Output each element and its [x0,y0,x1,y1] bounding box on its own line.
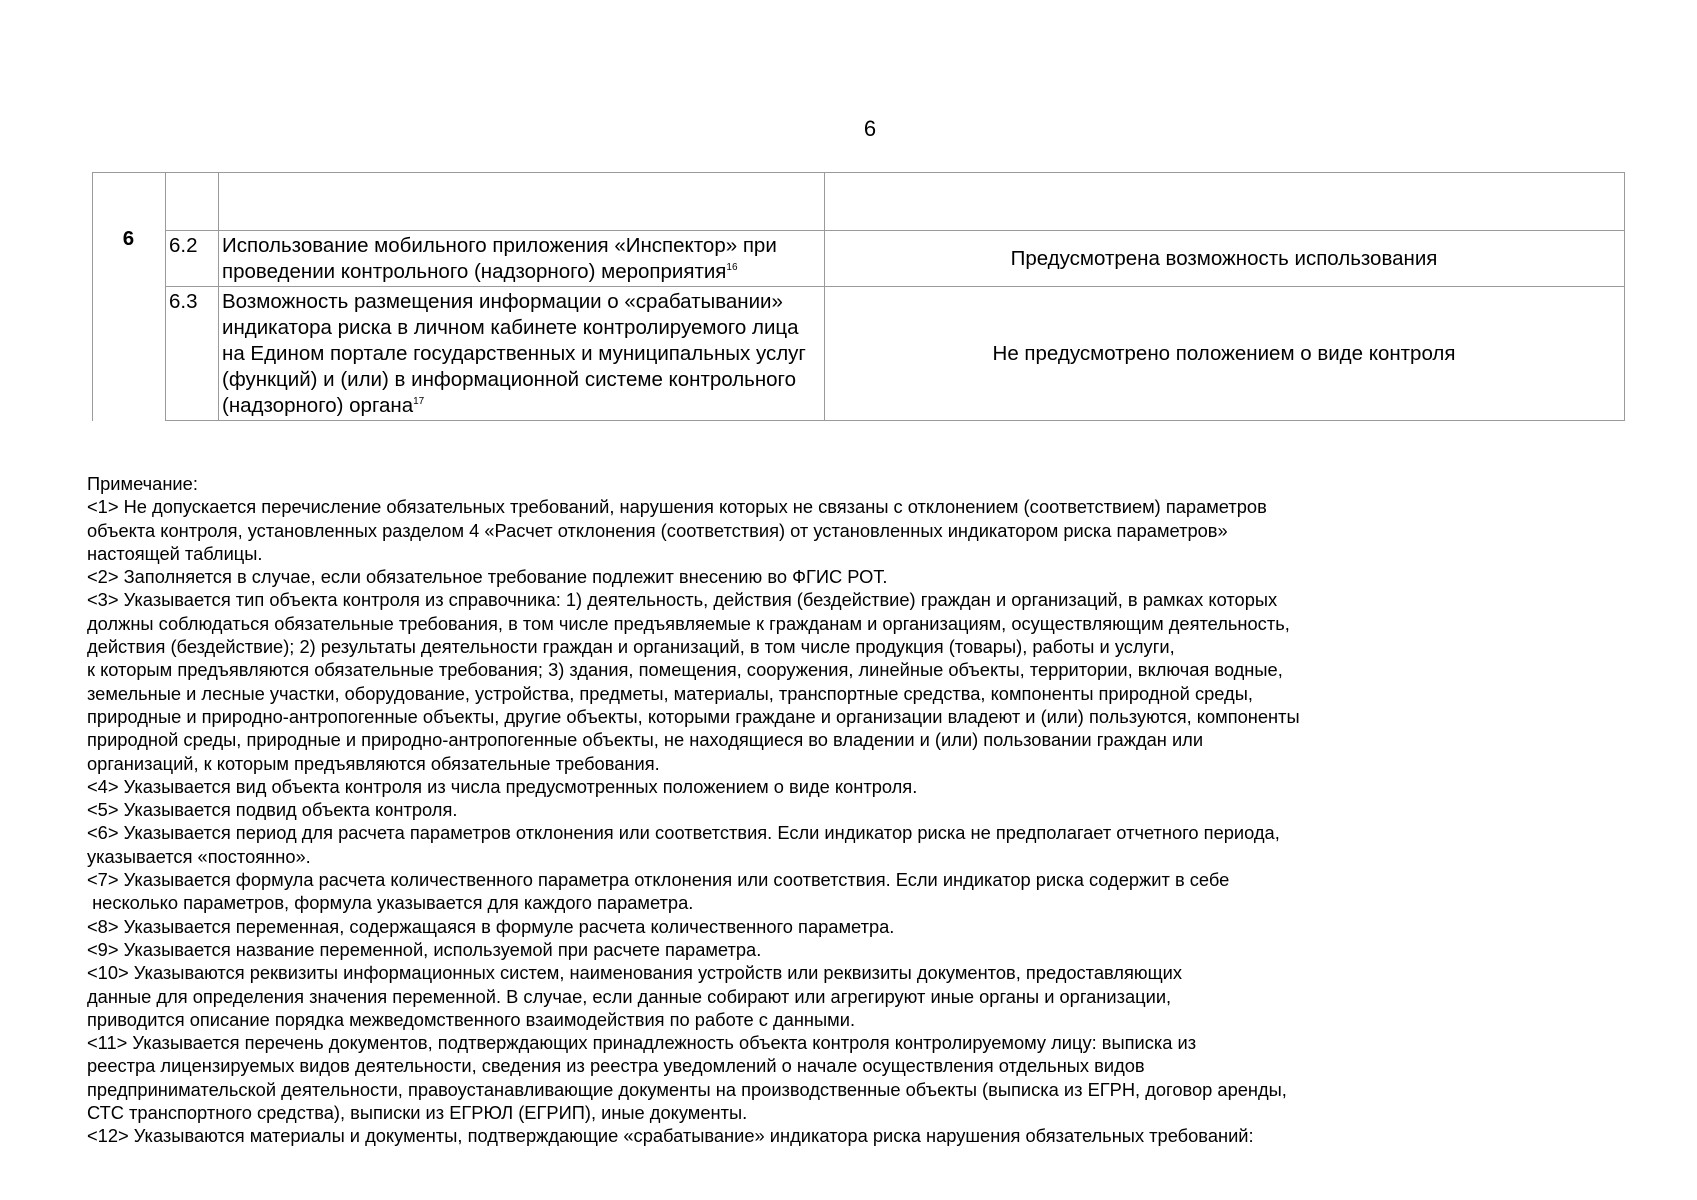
page-number: 6 [863,116,877,141]
note-line: приводится описание порядка межведомственного взаимодействия по работе с данными. [87,1008,856,1030]
note-line: <6> Указывается период для расчета параметров отклонения или соответствия. Если индикатор риска не предполагает отчетного периода, [87,822,1280,844]
notes-heading: Примечание: [87,473,198,494]
note-line: организаций, к которым предъявляются обязательные требования. [87,752,660,774]
table-cell-empty [825,173,1625,231]
row-description [219,287,825,421]
row-value: Не предусмотрено положением о виде контроля [825,287,1625,421]
note-line: <11> Указывается перечень документов, подтверждающих принадлежность объекта контроля контролируемому лицу: выписка из [87,1032,1197,1054]
row-description-text: Использование мобильного приложения «Инспектор» при проведении контрольного (надзорного) мероприятия [222,234,777,283]
table-row [93,231,1625,287]
note-line: <8> Указывается переменная, содержащаяся в формуле расчета количественного параметра. [87,915,895,937]
row-description-text: Возможность размещения информации о «срабатывании» индикатора риска в личном кабинете контролируемого лица на Едином портале государственных и муниципальных услуг (функций) и (или) в информационной системе контрольного (надзорного) органа [222,290,806,417]
note-line: данные для определения значения переменной. В случае, если данные собирают или агрегируют иные органы и организации, [87,985,1172,1007]
note-line: <10> Указываются реквизиты информационных систем, наименования устройств или реквизиты документов, предоставляющих [87,962,1182,984]
note-line: <2> Заполняется в случае, если обязательное требование подлежит внесению во ФГИС РОТ. [87,566,888,588]
row-description [219,231,825,287]
note-line: <4> Указывается вид объекта контроля из числа предусмотренных положением о виде контроля. [87,775,918,797]
table-row [93,287,1625,421]
table-cell-empty [219,173,825,231]
note-line: <7> Указывается формула расчета количественного параметра отклонения или соответствия. Если индикатор риска содержит в себе [87,869,1230,891]
table-row-empty [93,173,1625,231]
note-line: <3> Указывается тип объекта контроля из справочника: 1) деятельность, действия (бездействие) граждан и организаций, в рамках которых [87,589,1278,611]
indicators-table [92,172,1625,421]
notes-block [87,472,1587,1148]
note-line: СТС транспортного средства), выписки из ЕГРЮЛ (ЕГРИП), иные документы. [87,1102,748,1124]
note-line: <1> Не допускается перечисление обязательных требований, нарушения которых не связаны с отклонением (соответствием) параметров [87,496,1267,518]
footnote-ref: 17 [413,396,425,408]
note-line: предпринимательской деятельности, правоустанавливающие документы на производственные объекты (выписка из ЕГРН, договор аренды, [87,1078,1287,1100]
note-line: объекта контроля, установленных разделом 4 «Расчет отклонения (соответствия) от установленных индикатором риска параметров» [87,519,1228,541]
note-line: настоящей таблицы. [87,542,263,564]
note-line: земельные и лесные участки, оборудование, устройства, предметы, материалы, транспортные средства, компоненты природной среды, [87,682,1253,704]
row-number: 6.3 [166,287,219,421]
row-value: Предусмотрена возможность использования [825,231,1625,287]
row-number: 6.2 [166,231,219,287]
note-line: должны соблюдаться обязательные требования, в том числе предъявляемые к гражданам и организациям, осуществляющим деятельность, [87,612,1290,634]
section-number: 6 [93,173,166,421]
table-cell-empty [166,173,219,231]
note-line: реестра лицензируемых видов деятельности, сведения из реестра уведомлений о начале осуществления отдельных видов [87,1055,1145,1077]
note-line: <12> Указываются материалы и документы, подтверждающие «срабатывание» индикатора риска нарушения обязательных требований: [87,1125,1254,1147]
note-line: природной среды, природные и природно-антропогенные объекты, не находящиеся во владении и (или) пользовании граждан или [87,729,1204,751]
note-line: к которым предъявляются обязательные требования; 3) здания, помещения, сооружения, линейные объекты, территории, включая водные, [87,659,1283,681]
note-line: природные и природно-антропогенные объекты, другие объекты, которыми граждане и организации владеют и (или) пользуются, компоненты [87,705,1300,727]
note-line: действия (бездействие); 2) результаты деятельности граждан и организаций, в том числе продукция (товары), работы и услуги, [87,636,1175,658]
note-line: <9> Указывается название переменной, используемой при расчете параметра. [87,938,762,960]
note-line: указывается «постоянно». [87,845,311,867]
note-line: несколько параметров, формула указывается для каждого параметра. [87,892,694,914]
note-line: <5> Указывается подвид объекта контроля. [87,799,458,821]
footnote-ref: 16 [726,262,738,274]
